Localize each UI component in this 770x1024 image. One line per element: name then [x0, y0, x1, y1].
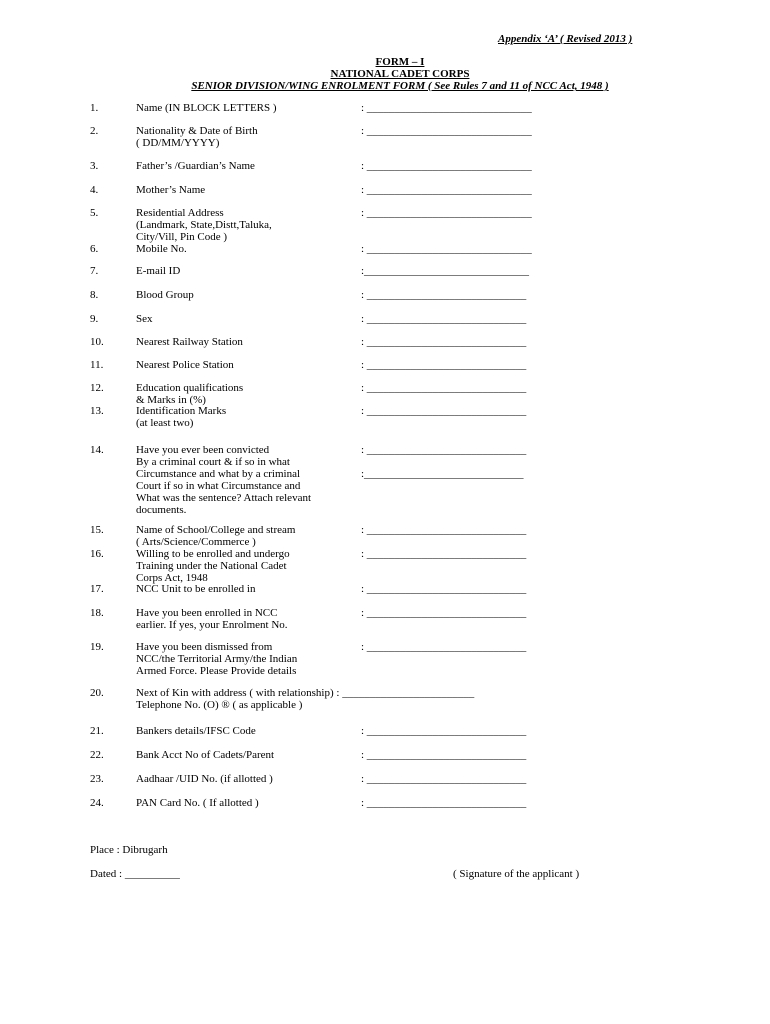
answer-blank[interactable]: : _____________________________	[361, 749, 527, 761]
item-number: 17.	[90, 583, 104, 595]
form-subtitle: SENIOR DIVISION/WING ENROLMENT FORM ( See Rules 7 and 11 of NCC Act, 1948 )	[191, 80, 609, 92]
item-label: E-mail ID	[136, 265, 181, 277]
answer-blank[interactable]: : ______________________________	[361, 207, 532, 219]
item-number: 20.	[90, 687, 104, 699]
item-label: By a criminal court & if so in what	[136, 456, 290, 468]
answer-blank[interactable]: : _____________________________	[361, 524, 527, 536]
item-label: Education qualifications	[136, 382, 244, 394]
item-label: (Landmark, State,Distt,Taluka,	[136, 219, 272, 231]
item-label: Next of Kin with address ( with relationship) : ________________________	[136, 687, 475, 699]
item-label: Father’s /Guardian’s Name	[136, 160, 255, 172]
answer-blank[interactable]: : _____________________________	[361, 773, 527, 785]
item-label: ( DD/MM/YYYY)	[136, 137, 220, 149]
answer-blank[interactable]: :_____________________________	[361, 468, 524, 480]
answer-blank[interactable]: : _____________________________	[361, 444, 527, 456]
item-label: Nearest Police Station	[136, 359, 234, 371]
item-number: 24.	[90, 797, 104, 809]
answer-blank[interactable]: : ______________________________	[361, 160, 532, 172]
item-label: City/Vill, Pin Code )	[136, 231, 228, 243]
item-label: Name (IN BLOCK LETTERS )	[136, 102, 277, 114]
place-field: Place : Dibrugarh	[90, 844, 168, 856]
item-number: 6.	[90, 243, 99, 255]
item-label: documents.	[136, 504, 187, 516]
item-label: Have you been enrolled in NCC	[136, 607, 278, 619]
answer-blank[interactable]: : _____________________________	[361, 607, 527, 619]
item-label: ( Arts/Science/Commerce )	[136, 536, 256, 548]
item-label: Corps Act, 1948	[136, 572, 208, 584]
answer-blank[interactable]: : _____________________________	[361, 548, 527, 560]
item-label: Telephone No. (O) ® ( as applicable )	[136, 699, 303, 711]
item-number: 3.	[90, 160, 99, 172]
item-label: Circumstance and what by a criminal	[136, 468, 301, 480]
item-number: 1.	[90, 102, 99, 114]
item-number: 7.	[90, 265, 99, 277]
answer-blank[interactable]: : _____________________________	[361, 359, 527, 371]
answer-blank[interactable]: : _____________________________	[361, 405, 527, 417]
item-label: Blood Group	[136, 289, 194, 301]
item-number: 4.	[90, 184, 99, 196]
answer-blank[interactable]: : ______________________________	[361, 125, 532, 137]
item-number: 13.	[90, 405, 104, 417]
item-label: Nearest Railway Station	[136, 336, 243, 348]
item-label: Have you ever been convicted	[136, 444, 270, 456]
answer-blank[interactable]: : ______________________________	[361, 102, 532, 114]
item-label: PAN Card No. ( If allotted )	[136, 797, 259, 809]
item-label: What was the sentence? Attach relevant	[136, 492, 312, 504]
item-label: (at least two)	[136, 417, 194, 429]
item-number: 14.	[90, 444, 104, 456]
answer-blank[interactable]: : _____________________________	[361, 583, 527, 595]
answer-blank[interactable]: : _____________________________	[361, 382, 527, 394]
item-label: Court if so in what Circumstance and	[136, 480, 301, 492]
answer-blank[interactable]: : ______________________________	[361, 184, 532, 196]
answer-blank[interactable]: : _____________________________	[361, 289, 527, 301]
item-number: 12.	[90, 382, 104, 394]
item-label: Training under the National Cadet	[136, 560, 287, 572]
item-number: 21.	[90, 725, 104, 737]
item-label: Willing to be enrolled and undergo	[136, 548, 290, 560]
answer-blank[interactable]: :______________________________	[361, 265, 530, 277]
answer-blank[interactable]: : _____________________________	[361, 641, 527, 653]
form-number: FORM – I	[375, 56, 425, 68]
item-number: 23.	[90, 773, 104, 785]
item-label: Mother’s Name	[136, 184, 206, 196]
item-label: NCC Unit to be enrolled in	[136, 583, 256, 595]
item-number: 19.	[90, 641, 104, 653]
item-label: Residential Address	[136, 207, 224, 219]
item-label: Nationality & Date of Birth	[136, 125, 258, 137]
dated-field: Dated : __________	[90, 868, 180, 880]
item-number: 22.	[90, 749, 104, 761]
item-number: 9.	[90, 313, 99, 325]
item-number: 16.	[90, 548, 104, 560]
answer-blank[interactable]: : _____________________________	[361, 336, 527, 348]
item-number: 10.	[90, 336, 104, 348]
answer-blank[interactable]: : _____________________________	[361, 797, 527, 809]
item-label: Name of School/College and stream	[136, 524, 296, 536]
item-label: Have you been dismissed from	[136, 641, 273, 653]
item-label: Identification Marks	[136, 405, 227, 417]
answer-blank[interactable]: : _____________________________	[361, 313, 527, 325]
item-label: & Marks in (%)	[136, 394, 206, 406]
item-number: 11.	[90, 359, 104, 371]
item-label: Bankers details/IFSC Code	[136, 725, 256, 737]
item-label: NCC/the Territorial Army/the Indian	[136, 653, 298, 665]
answer-blank[interactable]: : ______________________________	[361, 243, 532, 255]
item-label: Aadhaar /UID No. (if allotted )	[136, 773, 273, 785]
signature-label: ( Signature of the applicant )	[453, 868, 580, 880]
appendix-label: Appendix ‘A’ ( Revised 2013 )	[498, 33, 633, 45]
item-label: Armed Force. Please Provide details	[136, 665, 297, 677]
item-number: 2.	[90, 125, 99, 137]
item-number: 8.	[90, 289, 99, 301]
item-label: Mobile No.	[136, 243, 187, 255]
item-number: 5.	[90, 207, 99, 219]
item-label: Sex	[136, 313, 153, 325]
organization-title: NATIONAL CADET CORPS	[330, 68, 470, 80]
answer-blank[interactable]: : _____________________________	[361, 725, 527, 737]
item-number: 15.	[90, 524, 104, 536]
item-number: 18.	[90, 607, 104, 619]
item-label: earlier. If yes, your Enrolment No.	[136, 619, 288, 631]
item-label: Bank Acct No of Cadets/Parent	[136, 749, 275, 761]
